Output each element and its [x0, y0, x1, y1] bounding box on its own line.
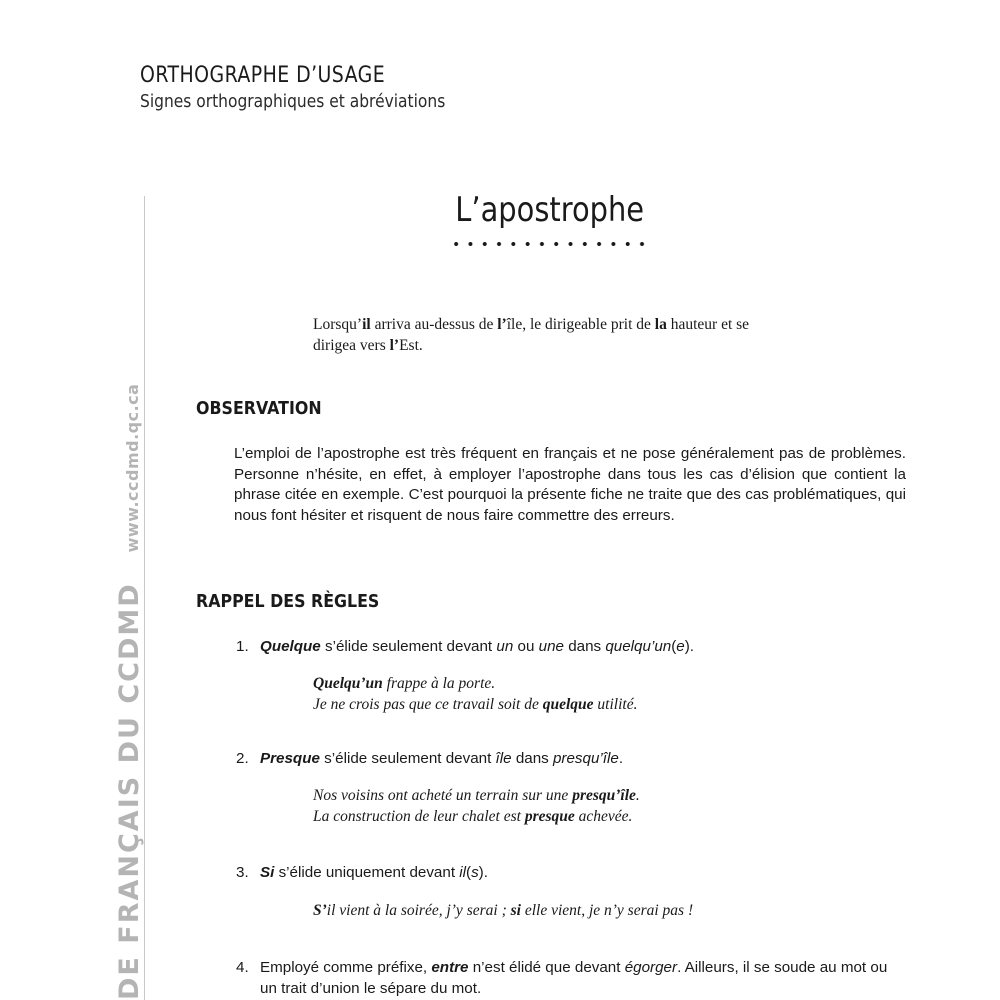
rule-text: Presque s’élide seulement devant île dans presqu’île.	[260, 750, 624, 767]
example-bold: la	[654, 316, 667, 333]
sidebar-url: www.ccdmd.qc.ca	[123, 383, 142, 553]
header-subtitle: Signes orthographiques et abréviations	[140, 91, 446, 112]
rule-item-2	[236, 748, 908, 769]
rule-number: 1.	[236, 638, 249, 655]
rules-heading: RAPPEL DES RÈGLES	[196, 591, 380, 612]
example-line: Nos voisins ont acheté un terrain sur une presqu’île.	[313, 787, 640, 804]
page-title: L’apostrophe	[455, 190, 645, 230]
example-text: île, le dirigeable prit de	[506, 316, 655, 333]
example-text: hauteur et se dirigea vers	[313, 316, 750, 354]
example-line: La construction de leur chalet est presque achevée.	[313, 808, 633, 825]
rule-number: 3.	[236, 864, 249, 881]
example-text: Est.	[399, 337, 423, 354]
example-text: arriva au-dessus de	[370, 316, 498, 333]
example-bold: l’	[497, 316, 507, 333]
intro-example	[313, 314, 793, 356]
observation-heading: OBSERVATION	[196, 398, 322, 419]
observation-text: L’emploi de l’apostrophe est très fréquent en français et ne pose généralement pas de problèmes. Personne n’hésite, en effet, à employer l’apostrophe dans tous les cas d’élision que contient la phrase citée en exemple. C’est pourquoi la présente fiche ne traite que des cas problématiques, qui nous font hésiter et risquent de nous faire commettre des erreurs.	[234, 445, 906, 524]
rule-2-examples	[313, 785, 913, 827]
rule-number: 4.	[236, 959, 249, 976]
example-bold: il	[362, 316, 371, 333]
title-dotted-underline	[449, 240, 649, 248]
rule-text: Quelque s’élide seulement devant un ou une dans quelqu’un(e).	[260, 638, 695, 655]
rule-3-examples	[313, 900, 913, 921]
example-line: Je ne crois pas que ce travail soit de quelque utilité.	[313, 696, 638, 713]
sidebar-watermark	[114, 384, 145, 1000]
rule-item-1	[236, 636, 908, 657]
example-line: S’il vient à la soirée, j’y serai ; si elle vient, je n’y serai pas !	[313, 902, 694, 919]
example-line: Quelqu’un frappe à la porte.	[313, 675, 496, 692]
rule-item-4	[236, 957, 908, 999]
example-text: Lorsqu’	[313, 316, 363, 333]
rule-1-examples	[313, 673, 913, 715]
rule-item-3	[236, 862, 908, 883]
header-title: ORTHOGRAPHE D’USAGE	[140, 63, 386, 88]
rule-text: Si s’élide uniquement devant il(s).	[260, 864, 488, 881]
rule-text: Employé comme préfixe, entre n’est élidé que devant égorger. Ailleurs, il se soude au mot ou un trait d’union le sépare du mot.	[260, 959, 888, 997]
rule-number: 2.	[236, 750, 249, 767]
page-header	[140, 62, 495, 114]
sidebar-org: DE FRANÇAIS DU CCDMD	[114, 582, 145, 1000]
example-bold: l’	[389, 337, 400, 354]
